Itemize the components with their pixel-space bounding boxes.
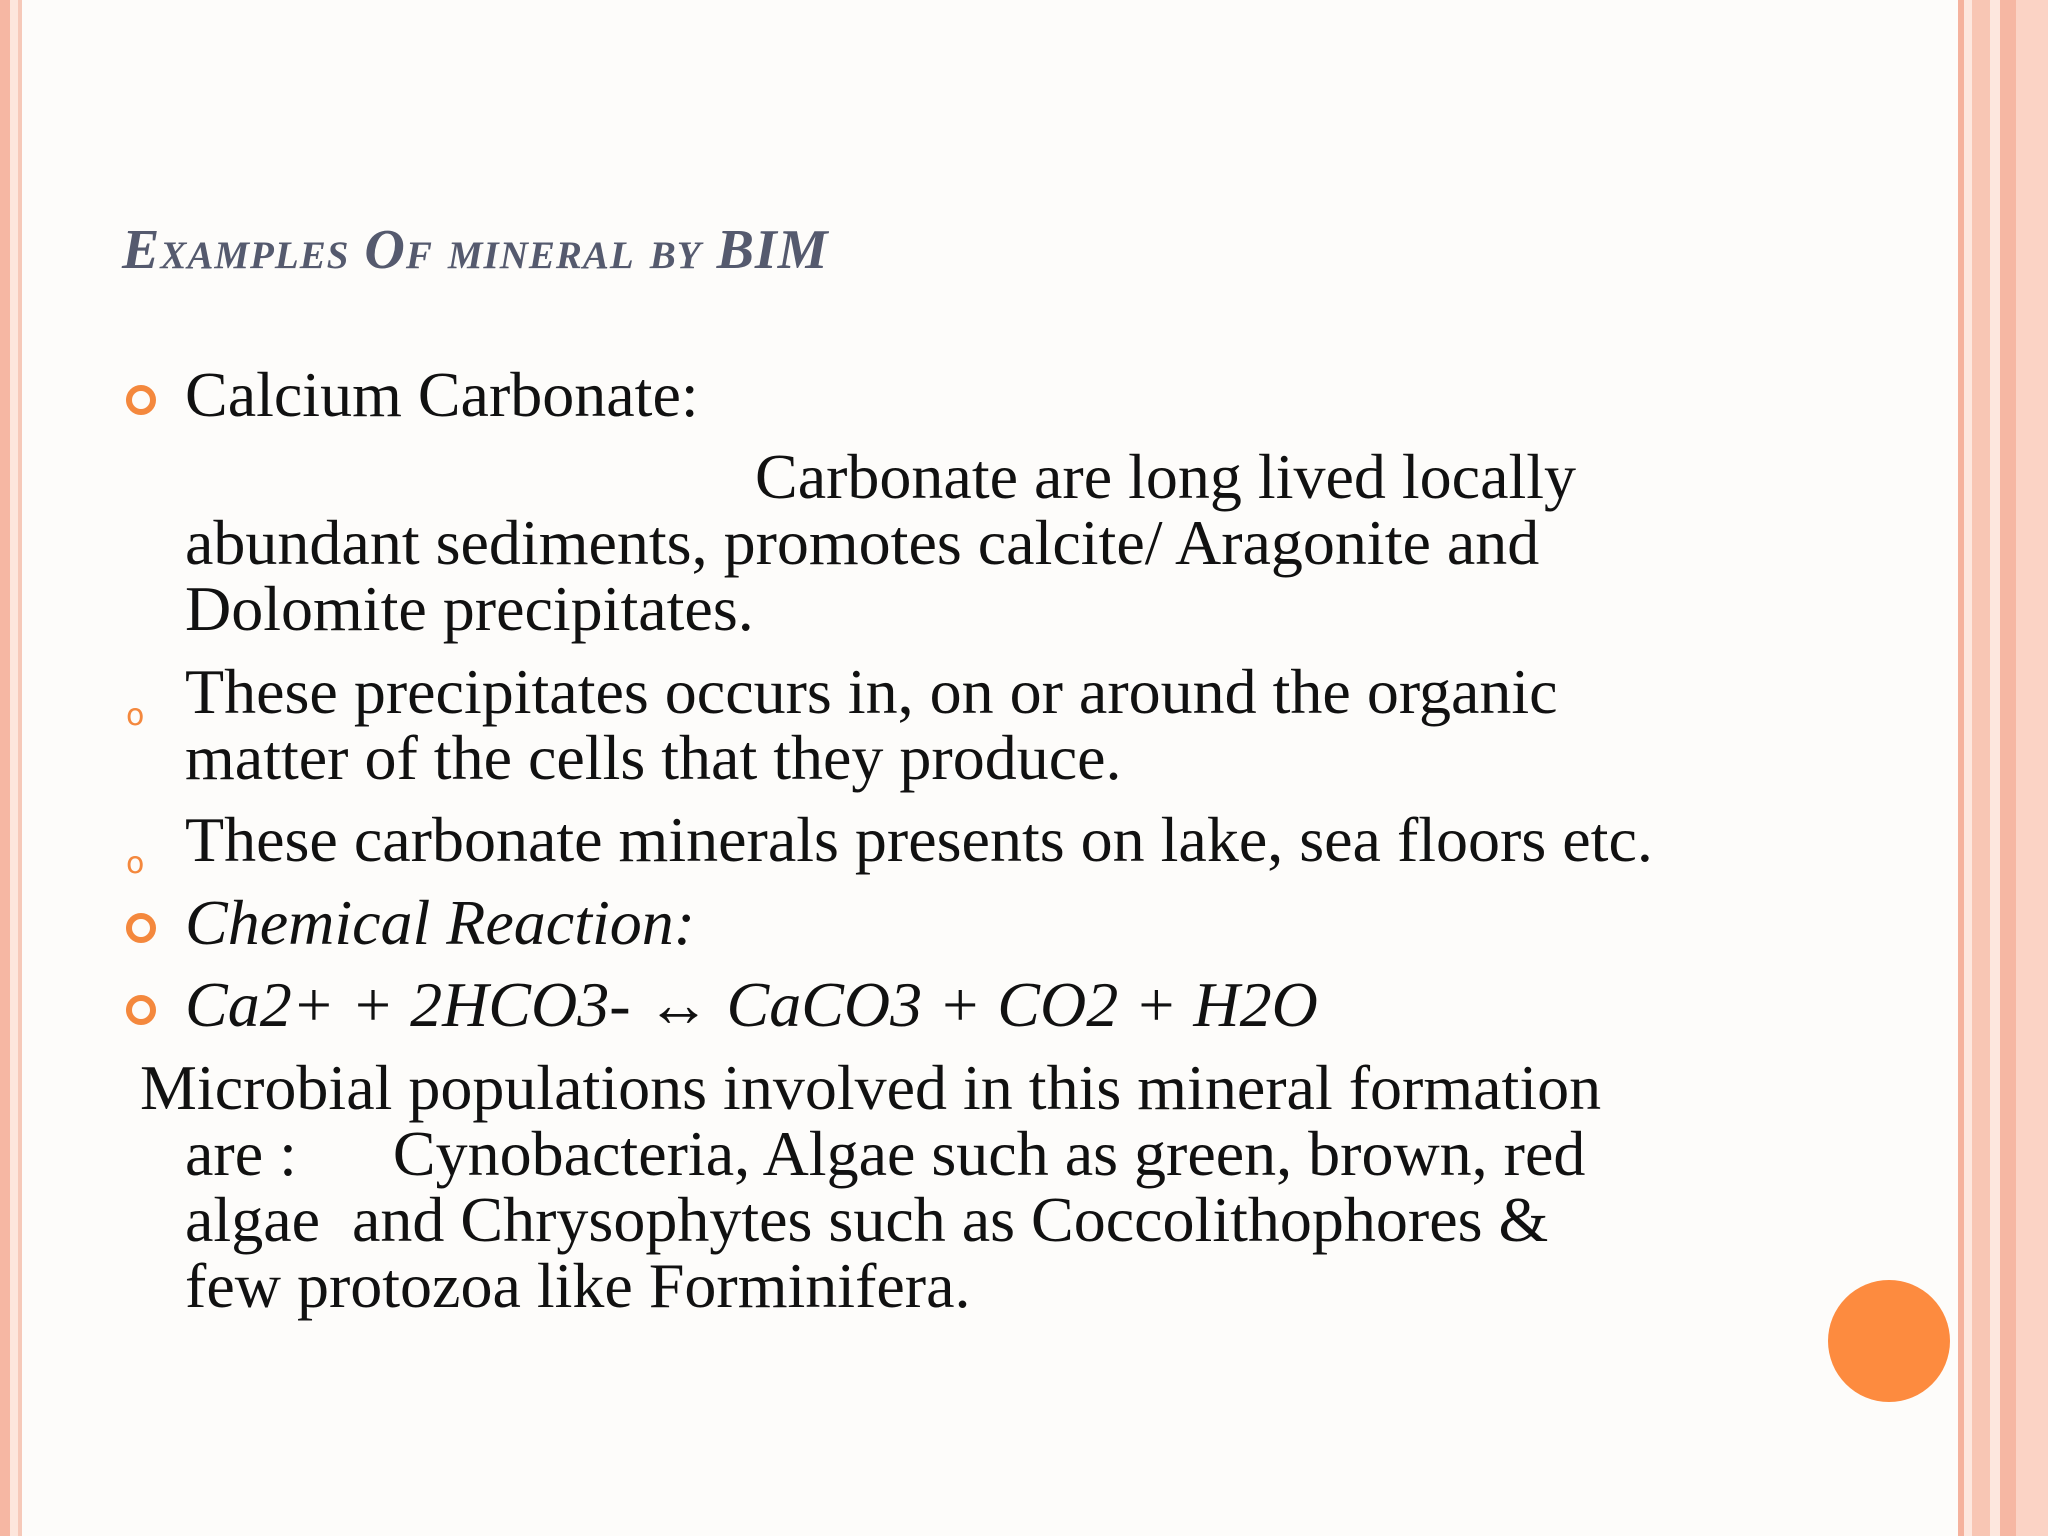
slide-title: Examples Of mineral by BIM (122, 219, 829, 281)
bullet-ring-icon (126, 995, 156, 1025)
decorative-circle-icon (1828, 1280, 1950, 1402)
right-border-stripe (2016, 0, 2048, 1536)
right-border-stripe (1990, 0, 2000, 1536)
bullet-calcium-carbonate: Calcium Carbonate: (185, 359, 699, 430)
bullet-text-line: These precipitates occurs in, on or around the organic (185, 656, 1558, 727)
left-border-stripe (0, 0, 10, 1536)
bullet-small-icon: o (126, 846, 145, 881)
bullet-text-line: Dolomite precipitates. (185, 573, 754, 644)
left-border-stripe (10, 0, 18, 1536)
right-border-stripe (2000, 0, 2016, 1536)
bullet-small-icon: o (126, 698, 145, 733)
paragraph-line: Microbial populations involved in this mineral formation (140, 1052, 1602, 1123)
right-border-stripe (1964, 0, 1972, 1536)
bullet-ring-icon (126, 385, 156, 415)
bullet-carbonate-minerals: These carbonate minerals presents on lake, sea floors etc. (185, 804, 1653, 875)
paragraph-line: algae and Chrysophytes such as Coccolithophores & (185, 1184, 1549, 1255)
bullet-text-line: matter of the cells that they produce. (185, 722, 1122, 793)
left-border-stripe (18, 0, 22, 1536)
right-border-stripe (1972, 0, 1990, 1536)
bullet-ring-icon (126, 913, 156, 943)
paragraph-line: are : Cynobacteria, Algae such as green, brown, red (185, 1118, 1586, 1189)
bullet-reaction-equation: Ca2+ + 2HCO3- ↔ CaCO3 + CO2 + H2O (185, 969, 1318, 1040)
paragraph-line: few protozoa like Forminifera. (185, 1250, 971, 1321)
bullet-text-line: abundant sediments, promotes calcite/ Aragonite and (185, 507, 1540, 578)
bullet-chemical-reaction: Chemical Reaction: (185, 887, 696, 958)
bullet-text-line: Carbonate are long lived locally (755, 441, 1577, 512)
